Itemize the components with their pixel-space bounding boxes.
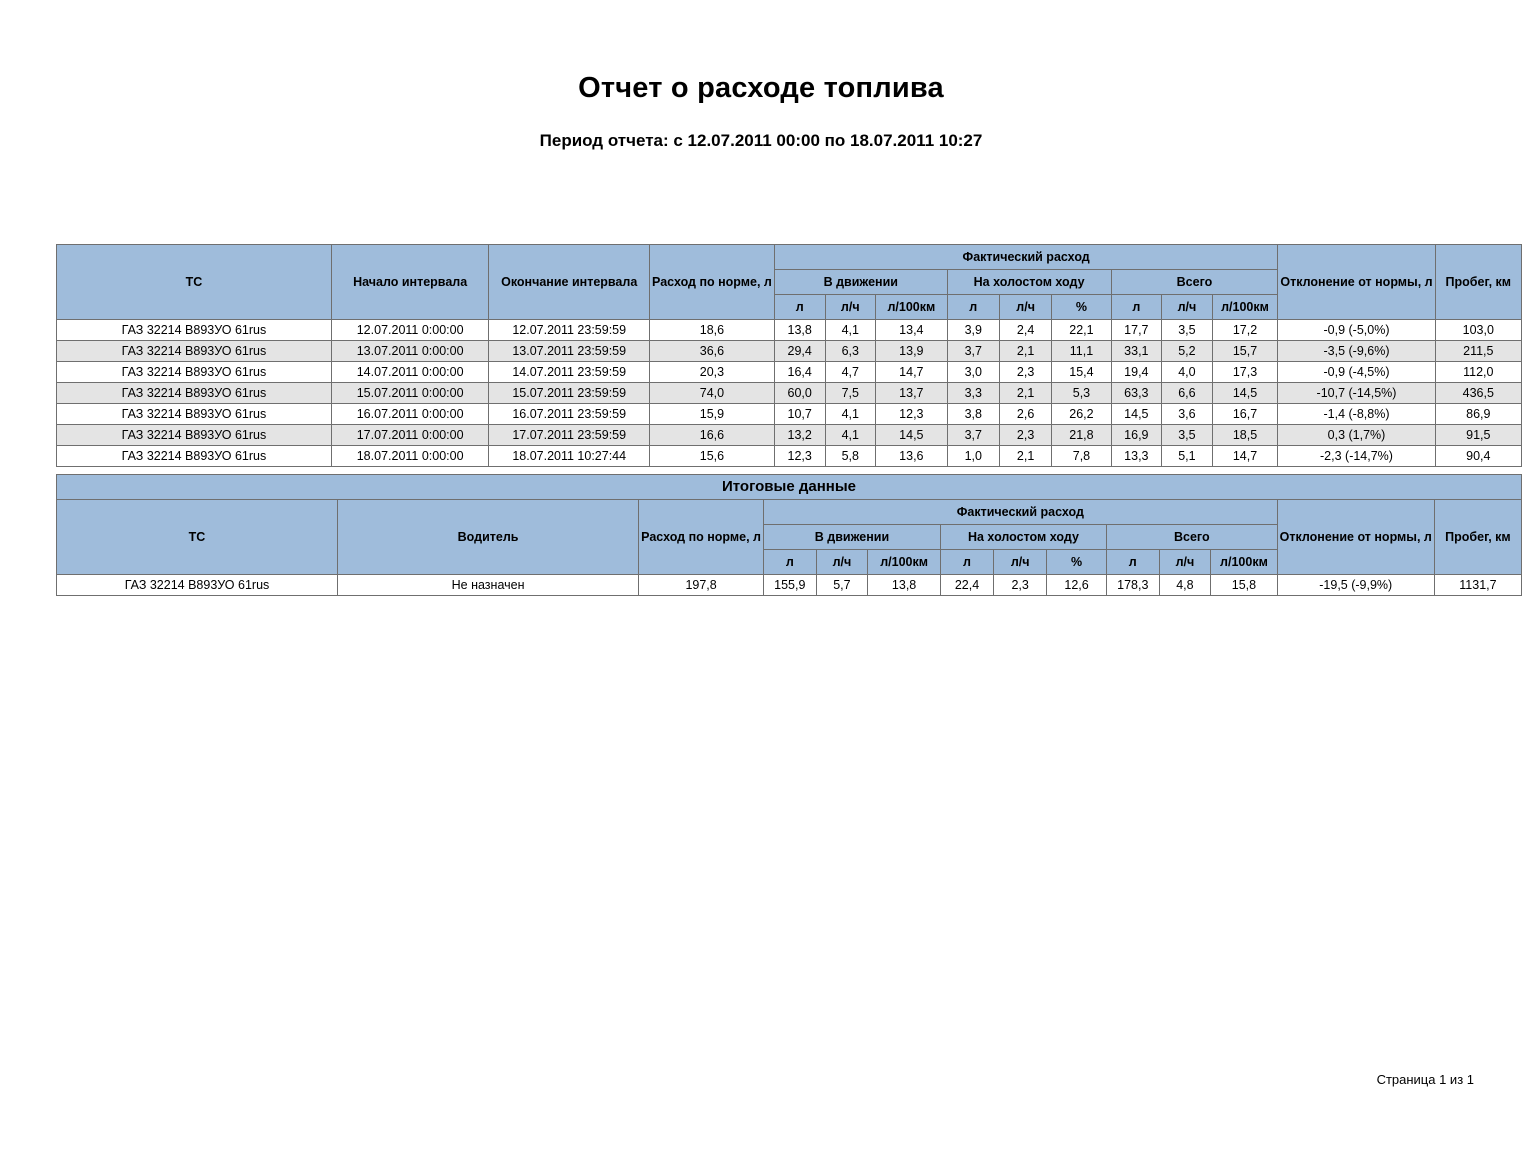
cell-mov-lh: 7,5 — [825, 383, 875, 404]
col-header-actual: Фактический расход — [774, 245, 1278, 270]
cell-tot-l100: 16,7 — [1212, 404, 1278, 425]
cell-idl-pct: 11,1 — [1052, 341, 1111, 362]
cell-tot-lh: 3,6 — [1162, 404, 1212, 425]
cell-end: 17.07.2011 23:59:59 — [489, 425, 650, 446]
table-row — [57, 383, 1522, 404]
cell-mov-lh: 4,1 — [825, 320, 875, 341]
totals-header-row-1 — [57, 500, 1522, 525]
report-period: Период отчета: с 12.07.2011 00:00 по 18.07.2011 10:27 — [539, 131, 983, 150]
table-row — [57, 404, 1522, 425]
cell-idl-lh: 2,1 — [999, 446, 1052, 467]
cell-tot-lh: 4,8 — [1159, 575, 1211, 596]
cell-mov-l: 13,2 — [774, 425, 825, 446]
cell-run: 1131,7 — [1434, 575, 1521, 596]
totals-col-header-total-lh: л/ч — [1159, 550, 1211, 575]
cell-start: 15.07.2011 0:00:00 — [331, 383, 488, 404]
cell-idl-pct: 26,2 — [1052, 404, 1111, 425]
totals-col-header-moving: В движении — [764, 525, 941, 550]
cell-run: 112,0 — [1435, 362, 1521, 383]
cell-idl-l: 1,0 — [947, 446, 999, 467]
detail-table-container — [56, 244, 1522, 467]
cell-tot-l100: 14,5 — [1212, 383, 1278, 404]
table-row — [57, 446, 1522, 467]
cell-tot-l: 16,9 — [1111, 425, 1162, 446]
cell-end: 14.07.2011 23:59:59 — [489, 362, 650, 383]
cell-idl-pct: 15,4 — [1052, 362, 1111, 383]
detail-table-head — [57, 245, 1522, 320]
cell-dev: -0,9 (-5,0%) — [1278, 320, 1435, 341]
totals-col-header-norm: Расход по норме, л — [639, 500, 764, 575]
cell-mov-l: 155,9 — [764, 575, 817, 596]
cell-mov-l: 16,4 — [774, 362, 825, 383]
cell-idl-lh: 2,1 — [999, 383, 1052, 404]
cell-mov-l100: 13,4 — [875, 320, 947, 341]
cell-idl-pct: 21,8 — [1052, 425, 1111, 446]
cell-mov-l: 29,4 — [774, 341, 825, 362]
col-header-total: Всего — [1111, 270, 1278, 295]
cell-mov-lh: 5,7 — [816, 575, 868, 596]
cell-ts: ГАЗ 32214 В893УО 61rus — [57, 404, 332, 425]
cell-mov-l: 60,0 — [774, 383, 825, 404]
cell-idl-pct: 5,3 — [1052, 383, 1111, 404]
cell-idl-l: 3,3 — [947, 383, 999, 404]
cell-tot-l: 17,7 — [1111, 320, 1162, 341]
cell-mov-l: 12,3 — [774, 446, 825, 467]
cell-start: 18.07.2011 0:00:00 — [331, 446, 488, 467]
cell-tot-l100: 14,7 — [1212, 446, 1278, 467]
cell-dev: 0,3 (1,7%) — [1278, 425, 1435, 446]
totals-col-header-mileage: Пробег, км — [1434, 500, 1521, 575]
totals-row — [57, 575, 1522, 596]
cell-idl-lh: 2,6 — [999, 404, 1052, 425]
col-header-moving-lh: л/ч — [825, 295, 875, 320]
cell-tot-l: 13,3 — [1111, 446, 1162, 467]
cell-idl-l: 3,0 — [947, 362, 999, 383]
col-header-moving-l: л — [774, 295, 825, 320]
cell-dev: -3,5 (-9,6%) — [1278, 341, 1435, 362]
cell-mov-l100: 13,6 — [875, 446, 947, 467]
totals-col-header-deviation: Отклонение от нормы, л — [1277, 500, 1434, 575]
cell-tot-lh: 3,5 — [1162, 320, 1212, 341]
cell-mov-l100: 12,3 — [875, 404, 947, 425]
cell-end: 13.07.2011 23:59:59 — [489, 341, 650, 362]
cell-mov-l100: 13,8 — [868, 575, 941, 596]
totals-table — [56, 474, 1522, 596]
cell-tot-l: 33,1 — [1111, 341, 1162, 362]
totals-banner: Итоговые данные — [57, 475, 1522, 500]
totals-table-body — [57, 575, 1522, 596]
table-row — [57, 362, 1522, 383]
cell-ts: ГАЗ 32214 В893УО 61rus — [57, 383, 332, 404]
cell-ts: ГАЗ 32214 В893УО 61rus — [57, 575, 338, 596]
cell-start: 13.07.2011 0:00:00 — [331, 341, 488, 362]
cell-tot-l: 14,5 — [1111, 404, 1162, 425]
cell-dev: -0,9 (-4,5%) — [1278, 362, 1435, 383]
table-row — [57, 425, 1522, 446]
page-footer: Страница 1 из 1 — [1376, 1072, 1474, 1087]
cell-ts: ГАЗ 32214 В893УО 61rus — [57, 320, 332, 341]
cell-mov-lh: 6,3 — [825, 341, 875, 362]
cell-dev: -10,7 (-14,5%) — [1278, 383, 1435, 404]
cell-tot-lh: 5,1 — [1162, 446, 1212, 467]
page-title: Отчет о расходе топлива — [578, 72, 944, 104]
totals-col-header-actual: Фактический расход — [764, 500, 1278, 525]
totals-banner-row — [57, 475, 1522, 500]
cell-tot-l100: 17,2 — [1212, 320, 1278, 341]
totals-table-head — [57, 475, 1522, 575]
cell-norm: 20,3 — [650, 362, 775, 383]
cell-end: 12.07.2011 23:59:59 — [489, 320, 650, 341]
cell-run: 436,5 — [1435, 383, 1521, 404]
cell-tot-lh: 3,5 — [1162, 425, 1212, 446]
cell-norm: 74,0 — [650, 383, 775, 404]
cell-norm: 15,6 — [650, 446, 775, 467]
col-header-total-l: л — [1111, 295, 1162, 320]
totals-col-header-idle-lh: л/ч — [994, 550, 1047, 575]
col-header-norm: Расход по норме, л — [650, 245, 775, 320]
detail-table — [56, 244, 1522, 467]
col-header-idle: На холостом ходу — [947, 270, 1111, 295]
cell-idl-l: 3,7 — [947, 425, 999, 446]
cell-mov-lh: 4,7 — [825, 362, 875, 383]
col-header-interval-start: Начало интервала — [331, 245, 488, 320]
totals-col-header-total-l: л — [1106, 550, 1159, 575]
col-header-idle-l: л — [947, 295, 999, 320]
cell-end: 18.07.2011 10:27:44 — [489, 446, 650, 467]
totals-col-header-total: Всего — [1106, 525, 1277, 550]
table-row — [57, 341, 1522, 362]
cell-start: 17.07.2011 0:00:00 — [331, 425, 488, 446]
cell-start: 16.07.2011 0:00:00 — [331, 404, 488, 425]
totals-col-header-moving-l100: л/100км — [868, 550, 941, 575]
col-header-idle-pct: % — [1052, 295, 1111, 320]
col-header-moving-l100: л/100км — [875, 295, 947, 320]
cell-tot-lh: 5,2 — [1162, 341, 1212, 362]
cell-tot-l100: 18,5 — [1212, 425, 1278, 446]
cell-dev: -1,4 (-8,8%) — [1278, 404, 1435, 425]
cell-mov-lh: 5,8 — [825, 446, 875, 467]
totals-col-header-moving-lh: л/ч — [816, 550, 868, 575]
cell-norm: 36,6 — [650, 341, 775, 362]
totals-col-header-driver: Водитель — [338, 500, 639, 575]
cell-idl-lh: 2,3 — [999, 362, 1052, 383]
cell-idl-lh: 2,3 — [994, 575, 1047, 596]
col-header-deviation: Отклонение от нормы, л — [1278, 245, 1435, 320]
cell-run: 91,5 — [1435, 425, 1521, 446]
cell-run: 86,9 — [1435, 404, 1521, 425]
cell-tot-lh: 6,6 — [1162, 383, 1212, 404]
cell-norm: 15,9 — [650, 404, 775, 425]
cell-mov-lh: 4,1 — [825, 425, 875, 446]
cell-mov-l100: 14,5 — [875, 425, 947, 446]
cell-mov-l100: 13,9 — [875, 341, 947, 362]
cell-start: 14.07.2011 0:00:00 — [331, 362, 488, 383]
cell-norm: 197,8 — [639, 575, 764, 596]
cell-tot-l100: 15,7 — [1212, 341, 1278, 362]
cell-idl-lh: 2,3 — [999, 425, 1052, 446]
totals-col-header-idle-pct: % — [1047, 550, 1107, 575]
cell-mov-l100: 14,7 — [875, 362, 947, 383]
cell-idl-l: 3,7 — [947, 341, 999, 362]
cell-ts: ГАЗ 32214 В893УО 61rus — [57, 446, 332, 467]
cell-run: 90,4 — [1435, 446, 1521, 467]
cell-tot-l: 178,3 — [1106, 575, 1159, 596]
cell-mov-l: 10,7 — [774, 404, 825, 425]
cell-tot-l100: 15,8 — [1211, 575, 1277, 596]
cell-idl-pct: 12,6 — [1047, 575, 1107, 596]
col-header-ts: ТС — [57, 245, 332, 320]
totals-col-header-total-l100: л/100км — [1211, 550, 1277, 575]
col-header-mileage: Пробег, км — [1435, 245, 1521, 320]
cell-dev: -19,5 (-9,9%) — [1277, 575, 1434, 596]
cell-tot-l: 63,3 — [1111, 383, 1162, 404]
header-row-1 — [57, 245, 1522, 270]
col-header-moving: В движении — [774, 270, 947, 295]
col-header-total-lh: л/ч — [1162, 295, 1212, 320]
cell-norm: 18,6 — [650, 320, 775, 341]
col-header-interval-end: Окончание интервала — [489, 245, 650, 320]
cell-ts: ГАЗ 32214 В893УО 61rus — [57, 362, 332, 383]
cell-run: 103,0 — [1435, 320, 1521, 341]
cell-idl-l: 22,4 — [940, 575, 993, 596]
totals-col-header-moving-l: л — [764, 550, 817, 575]
cell-idl-lh: 2,4 — [999, 320, 1052, 341]
report-page — [0, 72, 1522, 1151]
cell-end: 15.07.2011 23:59:59 — [489, 383, 650, 404]
cell-idl-pct: 7,8 — [1052, 446, 1111, 467]
cell-driver: Не назначен — [338, 575, 639, 596]
cell-dev: -2,3 (-14,7%) — [1278, 446, 1435, 467]
cell-mov-lh: 4,1 — [825, 404, 875, 425]
totals-col-header-ts: ТС — [57, 500, 338, 575]
cell-idl-lh: 2,1 — [999, 341, 1052, 362]
cell-ts: ГАЗ 32214 В893УО 61rus — [57, 425, 332, 446]
cell-end: 16.07.2011 23:59:59 — [489, 404, 650, 425]
cell-run: 211,5 — [1435, 341, 1521, 362]
cell-mov-l100: 13,7 — [875, 383, 947, 404]
col-header-idle-lh: л/ч — [999, 295, 1052, 320]
table-row — [57, 320, 1522, 341]
col-header-total-l100: л/100км — [1212, 295, 1278, 320]
cell-tot-l: 19,4 — [1111, 362, 1162, 383]
cell-mov-l: 13,8 — [774, 320, 825, 341]
cell-idl-l: 3,8 — [947, 404, 999, 425]
totals-table-container — [56, 474, 1522, 596]
cell-tot-lh: 4,0 — [1162, 362, 1212, 383]
cell-start: 12.07.2011 0:00:00 — [331, 320, 488, 341]
cell-norm: 16,6 — [650, 425, 775, 446]
totals-col-header-idle-l: л — [940, 550, 993, 575]
cell-idl-l: 3,9 — [947, 320, 999, 341]
cell-ts: ГАЗ 32214 В893УО 61rus — [57, 341, 332, 362]
totals-col-header-idle: На холостом ходу — [940, 525, 1106, 550]
detail-table-body — [57, 320, 1522, 467]
cell-tot-l100: 17,3 — [1212, 362, 1278, 383]
cell-idl-pct: 22,1 — [1052, 320, 1111, 341]
